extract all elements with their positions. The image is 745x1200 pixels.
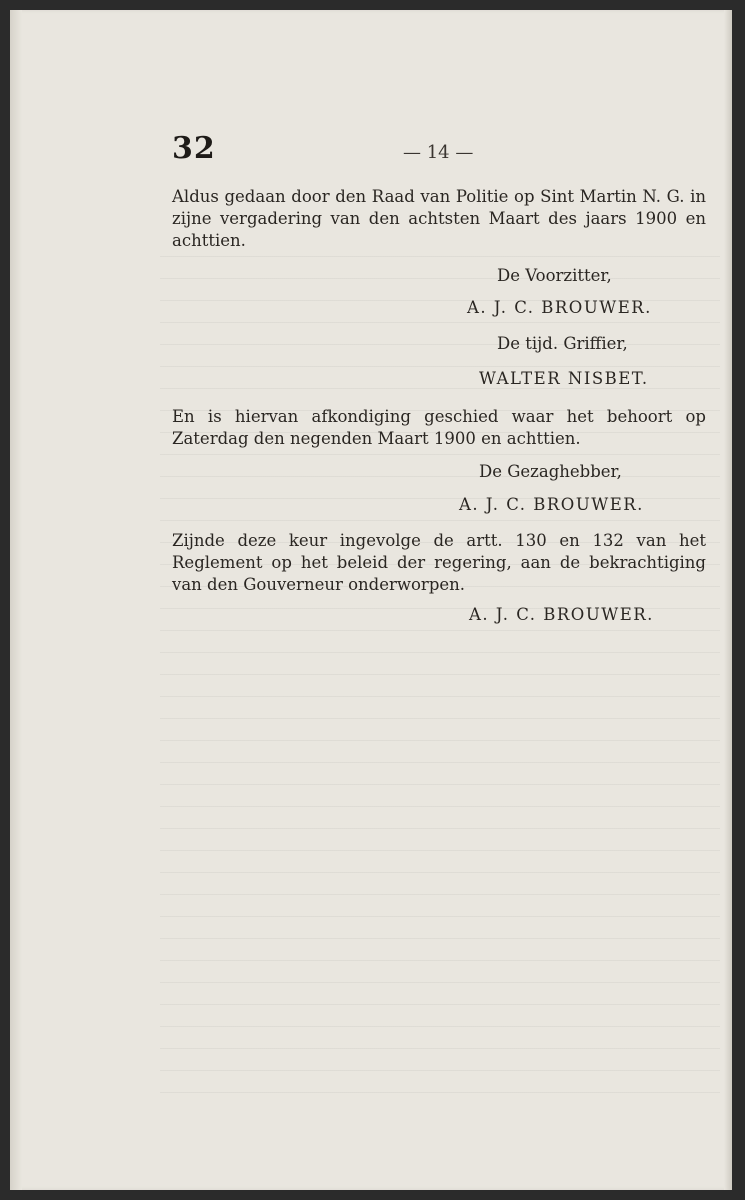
page-edge-shadow xyxy=(724,10,732,1190)
page-number: 32 xyxy=(172,131,216,166)
document-page xyxy=(10,10,732,1190)
closing-paragraph: Aldus gedaan door den Raad van Politie op Sint Martin N. G. in zijne vergadering van den achtsten Maart des jaars 1900 en achttien. xyxy=(172,187,706,250)
signatory-name-clerk: WALTER NISBET. xyxy=(479,369,649,388)
promulgation-paragraph: En is hiervan afkondiging geschied waar het behoort op Zaterdag den negenden Maart 1900 en achttien. xyxy=(172,407,706,448)
page-spine-shadow xyxy=(10,10,22,1190)
signatory-name-final: A. J. C. BROUWER. xyxy=(469,605,654,624)
signatory-title-governor: De Gezaghebber, xyxy=(479,462,622,481)
approval-paragraph: Zijnde deze keur ingevolge de artt. 130 en 132 van het Reglement op het beleid der regering, aan de bekrachtiging van den Gouverneur onderworpen. xyxy=(172,531,706,594)
signatory-name-governor: A. J. C. BROUWER. xyxy=(459,495,644,514)
signatory-title-chairman: De Voorzitter, xyxy=(497,266,612,285)
running-head: — 14 — xyxy=(403,142,474,163)
signatory-name-chairman: A. J. C. BROUWER. xyxy=(467,298,652,317)
signatory-title-clerk: De tijd. Griffier, xyxy=(497,334,628,353)
